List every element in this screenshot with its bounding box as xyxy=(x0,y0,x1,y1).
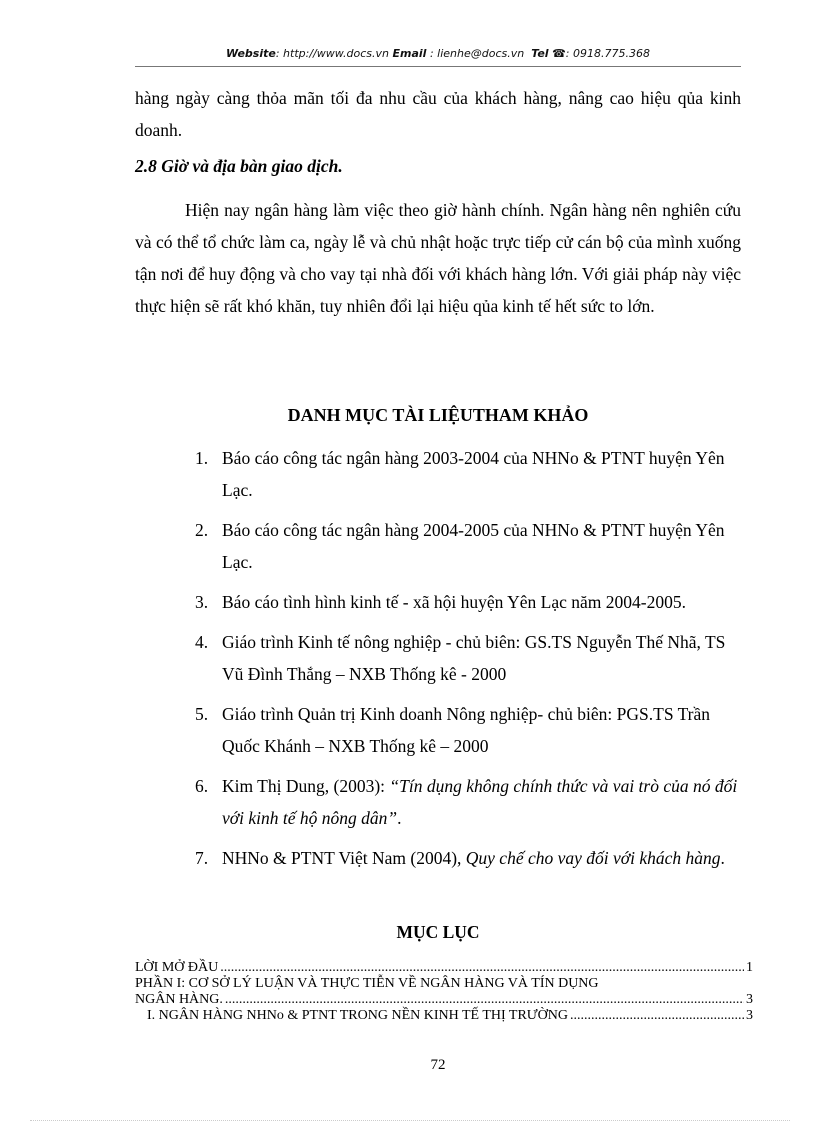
reference-item: 6. Kim Thị Dung, (2003): “Tín dụng không chính thức và vai trò của nó đối với kinh tế hộ nông dân”. xyxy=(195,776,738,828)
page-header xyxy=(135,47,741,60)
website-label: Website xyxy=(226,47,276,60)
reference-item: 4. Giáo trình Kinh tế nông nghiệp - chủ biên: GS.TS Nguyễn Thế Nhã, TS Vũ Đình Thắng – NXB Thống kê - 2000 xyxy=(195,632,726,684)
website-value: : http://www.docs.vn xyxy=(275,47,390,60)
toc-entry[interactable]: LỜI MỞ ĐẦU ..... 1 xyxy=(135,960,753,976)
references-title: DANH MỤC TÀI LIỆUTHAM KHẢO xyxy=(287,405,589,425)
header-divider xyxy=(135,66,741,67)
paragraph-hours: Hiện nay ngân hàng làm việc theo giờ hành chính. Ngân hàng nên nghiên cứu và có thể tổ chức làm ca, ngày lễ và chủ nhật hoặc trực tiếp cử cán bộ của mình xuống tận nơi để huy động và cho vay tại nhà đối với khách hàng lớn. Với giải pháp này việc thực hiện sẽ rất khó khăn, tuy nhiên đổi lại hiệu qủa kinh tế hết sức to lớn. xyxy=(135,200,741,316)
tel-label: Tel xyxy=(531,47,549,60)
section-heading: 2.8 Giờ và địa bàn giao dịch. xyxy=(135,156,343,176)
email-label: Email xyxy=(392,47,427,60)
phone-icon: ☎ xyxy=(552,47,566,60)
references-list xyxy=(195,442,741,882)
email-value: : lienhe@docs.vn xyxy=(426,47,525,60)
reference-item: 5. Giáo trình Quản trị Kinh doanh Nông nghiệp- chủ biên: PGS.TS Trần Quốc Khánh – NXB Thống kê – 2000 xyxy=(195,704,711,756)
toc-title: MỤC LỤC xyxy=(396,922,480,942)
page-bottom-border xyxy=(30,1120,790,1121)
paragraph-intro: hàng ngày càng thỏa mãn tối đa nhu cầu của khách hàng, nâng cao hiệu qủa kinh doanh. xyxy=(135,88,741,140)
reference-item: 1. Báo cáo công tác ngân hàng 2003-2004 của NHNo & PTNT huyện Yên Lạc. xyxy=(195,448,725,500)
toc-entry[interactable]: I. NGÂN HÀNG NHNo & PTNT TRONG NỀN KINH TẾ THỊ TRƯỜNG ..... 3 xyxy=(135,1008,753,1024)
page-number: 72 xyxy=(430,1057,446,1073)
table-of-contents xyxy=(135,960,753,1024)
reference-item: 3. Báo cáo tình hình kinh tế - xã hội huyện Yên Lạc năm 2004-2005. xyxy=(195,592,686,612)
tel-value: : 0918.775.368 xyxy=(565,47,650,60)
reference-item: 2. Báo cáo công tác ngân hàng 2004-2005 của NHNo & PTNT huyện Yên Lạc. xyxy=(195,520,725,572)
reference-item: 7. NHNo & PTNT Việt Nam (2004), Quy chế cho vay đối với khách hàng. xyxy=(195,848,725,868)
toc-entry[interactable]: PHẦN I: CƠ SỞ LÝ LUẬN VÀ THỰC TIỄN VỀ NGÂN HÀNG VÀ TÍN DỤNG NGÂN HÀNG. ..... 3 xyxy=(135,976,753,1008)
